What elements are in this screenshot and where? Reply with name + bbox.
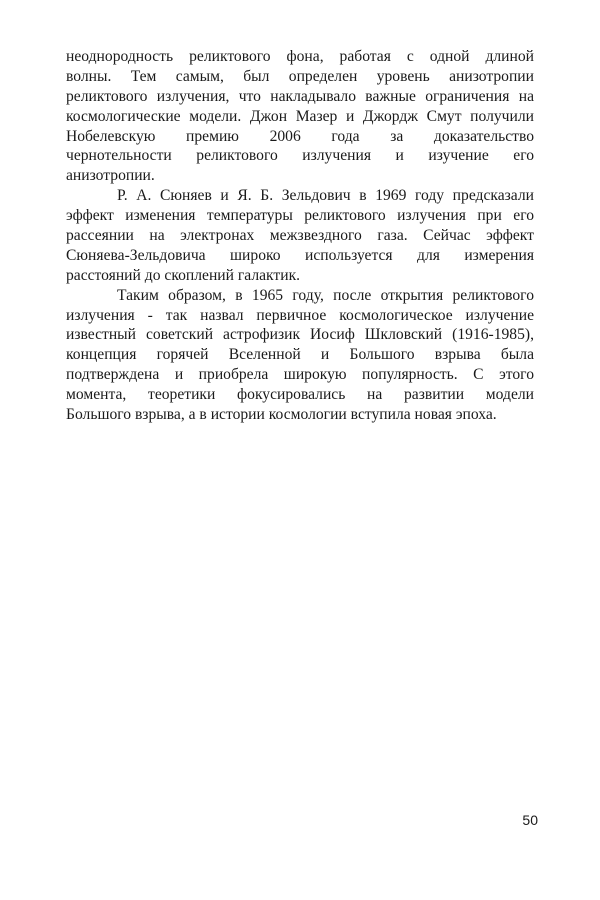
text-line: известный советский астрофизик Иосиф Шкловский (1916-1985), [66,326,534,344]
text-line: реликтового излучения, что накладывало важные ограничения на [66,87,534,105]
text-line: чернотельности реликтового излучения и изучение его [66,147,534,165]
paragraph-1 [66,47,534,186]
page-number: 50 [522,812,538,828]
text-line: концепция горячей Вселенной и Большого взрыва была [66,346,534,364]
text-line: неоднородность реликтового фона, работая с одной длиной [66,48,534,65]
text-line: Таким образом, в 1965 году, после открытия реликтового [117,286,534,304]
text-line: момента, теоретики фокусировались на развитии модели [66,386,534,404]
text-line: Сюняева-Зельдовича широко используется для измерения [66,246,534,264]
text-line: рассеянии на электронах межзвездного газа. Сейчас эффект [66,227,534,245]
text-line: эффект изменения температуры реликтового излучения при его [66,207,534,225]
text-line: подтверждена и приобрела широкую популярность. С этого [66,366,534,384]
text-line: Нобелевскую премию 2006 года за доказательство [66,127,534,145]
text-line: космологические модели. Джон Мазер и Джордж Смут получили [66,107,534,125]
body-text [66,47,534,425]
text-line: расстояний до скоплений галактик. [66,266,301,284]
paragraph-2 [66,186,534,285]
text-line: волны. Тем самым, был определен уровень анизотропии [66,67,534,85]
text-line: Р. А. Сюняев и Я. Б. Зельдович в 1969 году предсказали [117,187,534,205]
text-line: Большого взрыва, а в истории космологии вступила новая эпоха. [66,406,497,424]
text-line: излучения - так назвал первичное космологическое излучение [66,306,534,324]
paragraph-3 [66,286,534,425]
text-line: анизотропии. [66,167,155,185]
